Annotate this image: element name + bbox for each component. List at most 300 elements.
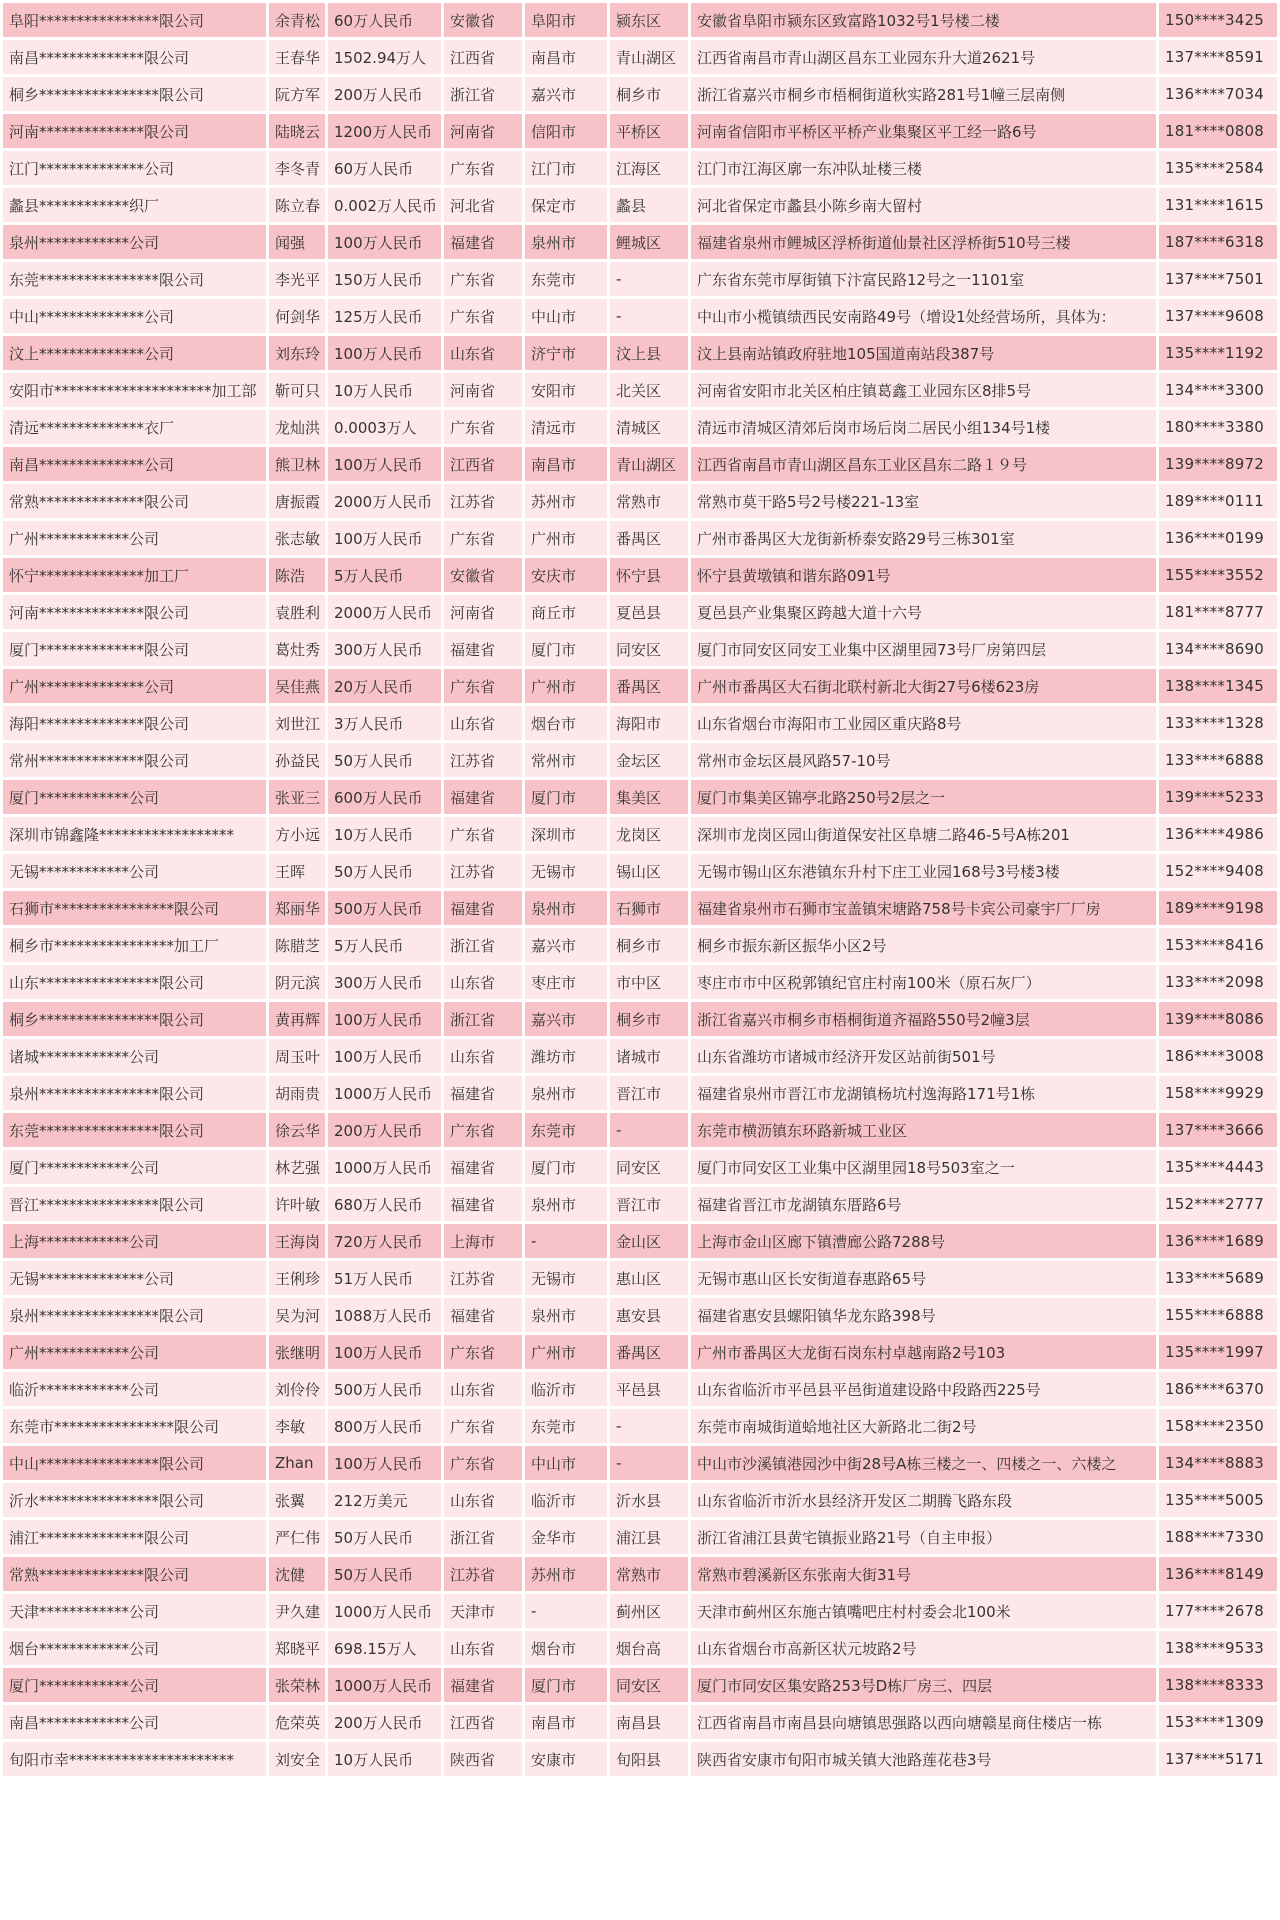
legal-person-cell: 张翼 xyxy=(269,1483,325,1517)
city-cell: 广州市 xyxy=(525,521,607,555)
company-name-cell: 南昌**************公司 xyxy=(3,447,266,481)
table-row xyxy=(3,1409,1277,1443)
registered-capital-cell: 100万人民币 xyxy=(328,1446,441,1480)
registered-capital-cell: 0.002万人民币 xyxy=(328,188,441,222)
district-cell: 蠡县 xyxy=(610,188,688,222)
phone-cell: 135****1997 xyxy=(1159,1335,1277,1369)
district-cell: - xyxy=(610,299,688,333)
district-cell: 汶上县 xyxy=(610,336,688,370)
company-name-cell: 汶上**************公司 xyxy=(3,336,266,370)
legal-person-cell: 刘伶伶 xyxy=(269,1372,325,1406)
province-cell: 山东省 xyxy=(444,1372,522,1406)
table-row xyxy=(3,780,1277,814)
table-row xyxy=(3,225,1277,259)
registered-capital-cell: 2000万人民币 xyxy=(328,595,441,629)
table-row xyxy=(3,1520,1277,1554)
address-cell: 广州市番禺区大龙街石岗东村卓越南路2号103 xyxy=(691,1335,1156,1369)
phone-cell: 135****1192 xyxy=(1159,336,1277,370)
phone-cell: 136****7034 xyxy=(1159,77,1277,111)
table-row xyxy=(3,1187,1277,1221)
registered-capital-cell: 300万人民币 xyxy=(328,965,441,999)
district-cell: 常熟市 xyxy=(610,484,688,518)
table-row xyxy=(3,891,1277,925)
district-cell: - xyxy=(610,1409,688,1443)
company-name-cell: 厦门************公司 xyxy=(3,1668,266,1702)
district-cell: 南昌县 xyxy=(610,1705,688,1739)
province-cell: 山东省 xyxy=(444,1631,522,1665)
district-cell: 烟台高 xyxy=(610,1631,688,1665)
city-cell: 潍坊市 xyxy=(525,1039,607,1073)
province-cell: 浙江省 xyxy=(444,1002,522,1036)
legal-person-cell: 袁胜利 xyxy=(269,595,325,629)
registered-capital-cell: 2000万人民币 xyxy=(328,484,441,518)
legal-person-cell: 刘世江 xyxy=(269,706,325,740)
table-row xyxy=(3,558,1277,592)
legal-person-cell: 张志敏 xyxy=(269,521,325,555)
table-row xyxy=(3,336,1277,370)
district-cell: 番禺区 xyxy=(610,521,688,555)
legal-person-cell: 方小远 xyxy=(269,817,325,851)
legal-person-cell: 陈腊芝 xyxy=(269,928,325,962)
province-cell: 浙江省 xyxy=(444,1520,522,1554)
district-cell: 青山湖区 xyxy=(610,447,688,481)
province-cell: 福建省 xyxy=(444,632,522,666)
city-cell: 枣庄市 xyxy=(525,965,607,999)
phone-cell: 181****8777 xyxy=(1159,595,1277,629)
table-row xyxy=(3,1594,1277,1628)
table-row xyxy=(3,1557,1277,1591)
phone-cell: 136****4986 xyxy=(1159,817,1277,851)
phone-cell: 139****8086 xyxy=(1159,1002,1277,1036)
table-row xyxy=(3,151,1277,185)
table-row xyxy=(3,484,1277,518)
registered-capital-cell: 212万美元 xyxy=(328,1483,441,1517)
district-cell: 金山区 xyxy=(610,1224,688,1258)
address-cell: 无锡市惠山区长安街道春惠路65号 xyxy=(691,1261,1156,1295)
company-name-cell: 南昌**************限公司 xyxy=(3,40,266,74)
registered-capital-cell: 60万人民币 xyxy=(328,3,441,37)
legal-person-cell: 陈立春 xyxy=(269,188,325,222)
province-cell: 安徽省 xyxy=(444,3,522,37)
company-name-cell: 怀宁**************加工厂 xyxy=(3,558,266,592)
phone-cell: 188****7330 xyxy=(1159,1520,1277,1554)
phone-cell: 133****2098 xyxy=(1159,965,1277,999)
city-cell: 临沂市 xyxy=(525,1483,607,1517)
table-row xyxy=(3,373,1277,407)
phone-cell: 134****8690 xyxy=(1159,632,1277,666)
province-cell: 江苏省 xyxy=(444,854,522,888)
city-cell: 苏州市 xyxy=(525,1557,607,1591)
city-cell: 安阳市 xyxy=(525,373,607,407)
legal-person-cell: 胡雨贵 xyxy=(269,1076,325,1110)
province-cell: 广东省 xyxy=(444,817,522,851)
district-cell: 惠山区 xyxy=(610,1261,688,1295)
legal-person-cell: 王春华 xyxy=(269,40,325,74)
company-name-cell: 河南**************限公司 xyxy=(3,595,266,629)
company-name-cell: 沂水****************限公司 xyxy=(3,1483,266,1517)
city-cell: 泉州市 xyxy=(525,891,607,925)
city-cell: 东莞市 xyxy=(525,1409,607,1443)
city-cell: 安康市 xyxy=(525,1742,607,1776)
city-cell: 烟台市 xyxy=(525,706,607,740)
table-row xyxy=(3,1705,1277,1739)
table-row xyxy=(3,854,1277,888)
registered-capital-cell: 100万人民币 xyxy=(328,336,441,370)
table-row xyxy=(3,632,1277,666)
phone-cell: 158****9929 xyxy=(1159,1076,1277,1110)
legal-person-cell: 李敏 xyxy=(269,1409,325,1443)
city-cell: - xyxy=(525,1594,607,1628)
company-name-cell: 东莞****************限公司 xyxy=(3,1113,266,1147)
registered-capital-cell: 680万人民币 xyxy=(328,1187,441,1221)
table-row xyxy=(3,1039,1277,1073)
city-cell: 嘉兴市 xyxy=(525,928,607,962)
company-name-cell: 东莞市****************限公司 xyxy=(3,1409,266,1443)
address-cell: 江西省南昌市青山湖区昌东工业园东升大道2621号 xyxy=(691,40,1156,74)
table-row xyxy=(3,1631,1277,1665)
table-row xyxy=(3,1002,1277,1036)
province-cell: 福建省 xyxy=(444,780,522,814)
legal-person-cell: 徐云华 xyxy=(269,1113,325,1147)
registered-capital-cell: 100万人民币 xyxy=(328,521,441,555)
province-cell: 广东省 xyxy=(444,1335,522,1369)
company-name-cell: 桐乡****************限公司 xyxy=(3,1002,266,1036)
province-cell: 江苏省 xyxy=(444,1557,522,1591)
phone-cell: 186****3008 xyxy=(1159,1039,1277,1073)
city-cell: 南昌市 xyxy=(525,40,607,74)
district-cell: 旬阳县 xyxy=(610,1742,688,1776)
legal-person-cell: 严仁伟 xyxy=(269,1520,325,1554)
legal-person-cell: 刘安全 xyxy=(269,1742,325,1776)
company-name-cell: 天津************公司 xyxy=(3,1594,266,1628)
city-cell: 商丘市 xyxy=(525,595,607,629)
city-cell: 中山市 xyxy=(525,1446,607,1480)
address-cell: 厦门市同安区工业集中区湖里园18号503室之一 xyxy=(691,1150,1156,1184)
province-cell: 江西省 xyxy=(444,447,522,481)
district-cell: 集美区 xyxy=(610,780,688,814)
district-cell: - xyxy=(610,1113,688,1147)
city-cell: 清远市 xyxy=(525,410,607,444)
registered-capital-cell: 50万人民币 xyxy=(328,743,441,777)
phone-cell: 137****5171 xyxy=(1159,1742,1277,1776)
legal-person-cell: 熊卫林 xyxy=(269,447,325,481)
district-cell: 常熟市 xyxy=(610,1557,688,1591)
city-cell: 金华市 xyxy=(525,1520,607,1554)
district-cell: 夏邑县 xyxy=(610,595,688,629)
address-cell: 河南省安阳市北关区柏庄镇葛鑫工业园东区8排5号 xyxy=(691,373,1156,407)
address-cell: 浙江省嘉兴市桐乡市梧桐街道齐福路550号2幢3层 xyxy=(691,1002,1156,1036)
province-cell: 福建省 xyxy=(444,1298,522,1332)
phone-cell: 153****1309 xyxy=(1159,1705,1277,1739)
province-cell: 山东省 xyxy=(444,1039,522,1073)
phone-cell: 139****8972 xyxy=(1159,447,1277,481)
province-cell: 山东省 xyxy=(444,706,522,740)
legal-person-cell: 葛灶秀 xyxy=(269,632,325,666)
phone-cell: 189****0111 xyxy=(1159,484,1277,518)
table-row xyxy=(3,1372,1277,1406)
table-row xyxy=(3,521,1277,555)
registered-capital-cell: 50万人民币 xyxy=(328,1557,441,1591)
phone-cell: 187****6318 xyxy=(1159,225,1277,259)
registered-capital-cell: 100万人民币 xyxy=(328,1002,441,1036)
registered-capital-cell: 3万人民币 xyxy=(328,706,441,740)
phone-cell: 137****3666 xyxy=(1159,1113,1277,1147)
legal-person-cell: 阮方军 xyxy=(269,77,325,111)
legal-person-cell: 陈浩 xyxy=(269,558,325,592)
legal-person-cell: 闻强 xyxy=(269,225,325,259)
legal-person-cell: 许叶敏 xyxy=(269,1187,325,1221)
district-cell: 沂水县 xyxy=(610,1483,688,1517)
phone-cell: 134****3300 xyxy=(1159,373,1277,407)
district-cell: 桐乡市 xyxy=(610,928,688,962)
district-cell: 同安区 xyxy=(610,1668,688,1702)
legal-person-cell: 张荣林 xyxy=(269,1668,325,1702)
district-cell: 晋江市 xyxy=(610,1187,688,1221)
city-cell: 泉州市 xyxy=(525,1076,607,1110)
city-cell: 烟台市 xyxy=(525,1631,607,1665)
district-cell: 石狮市 xyxy=(610,891,688,925)
legal-person-cell: 尹久建 xyxy=(269,1594,325,1628)
address-cell: 山东省烟台市高新区状元坡路2号 xyxy=(691,1631,1156,1665)
registered-capital-cell: 5万人民币 xyxy=(328,558,441,592)
province-cell: 福建省 xyxy=(444,1150,522,1184)
company-name-cell: 泉州************公司 xyxy=(3,225,266,259)
company-name-cell: 广州************公司 xyxy=(3,1335,266,1369)
district-cell: 晋江市 xyxy=(610,1076,688,1110)
company-name-cell: 河南**************限公司 xyxy=(3,114,266,148)
legal-person-cell: 刘东玲 xyxy=(269,336,325,370)
city-cell: 嘉兴市 xyxy=(525,1002,607,1036)
legal-person-cell: 王俐珍 xyxy=(269,1261,325,1295)
company-name-cell: 上海************公司 xyxy=(3,1224,266,1258)
legal-person-cell: 孙益民 xyxy=(269,743,325,777)
registered-capital-cell: 1000万人民币 xyxy=(328,1076,441,1110)
address-cell: 福建省晋江市龙湖镇东厝路6号 xyxy=(691,1187,1156,1221)
address-cell: 山东省烟台市海阳市工业园区重庆路8号 xyxy=(691,706,1156,740)
province-cell: 江苏省 xyxy=(444,1261,522,1295)
phone-cell: 181****0808 xyxy=(1159,114,1277,148)
legal-person-cell: 危荣英 xyxy=(269,1705,325,1739)
legal-person-cell: 张继明 xyxy=(269,1335,325,1369)
province-cell: 浙江省 xyxy=(444,928,522,962)
city-cell: 广州市 xyxy=(525,1335,607,1369)
registered-capital-cell: 1502.94万人 xyxy=(328,40,441,74)
city-cell: 厦门市 xyxy=(525,1150,607,1184)
legal-person-cell: 李光平 xyxy=(269,262,325,296)
registered-capital-cell: 500万人民币 xyxy=(328,1372,441,1406)
legal-person-cell: 龙灿洪 xyxy=(269,410,325,444)
city-cell: - xyxy=(525,1224,607,1258)
district-cell: 浦江县 xyxy=(610,1520,688,1554)
province-cell: 广东省 xyxy=(444,410,522,444)
district-cell: 同安区 xyxy=(610,1150,688,1184)
phone-cell: 158****2350 xyxy=(1159,1409,1277,1443)
province-cell: 浙江省 xyxy=(444,77,522,111)
registered-capital-cell: 800万人民币 xyxy=(328,1409,441,1443)
city-cell: 南昌市 xyxy=(525,447,607,481)
address-cell: 中山市小榄镇绩西民安南路49号（增设1处经营场所，具体为： xyxy=(691,299,1156,333)
district-cell: 鲤城区 xyxy=(610,225,688,259)
company-name-cell: 阜阳****************限公司 xyxy=(3,3,266,37)
phone-cell: 137****7501 xyxy=(1159,262,1277,296)
company-name-cell: 临沂************公司 xyxy=(3,1372,266,1406)
district-cell: 颍东区 xyxy=(610,3,688,37)
district-cell: 锡山区 xyxy=(610,854,688,888)
district-cell: 番禺区 xyxy=(610,669,688,703)
registered-capital-cell: 100万人民币 xyxy=(328,225,441,259)
phone-cell: 136****0199 xyxy=(1159,521,1277,555)
registered-capital-cell: 1000万人民币 xyxy=(328,1668,441,1702)
company-name-cell: 中山**************公司 xyxy=(3,299,266,333)
address-cell: 常熟市碧溪新区东张南大街31号 xyxy=(691,1557,1156,1591)
table-row xyxy=(3,1483,1277,1517)
company-name-cell: 安阳市*********************加工部 xyxy=(3,373,266,407)
table-row xyxy=(3,1335,1277,1369)
registered-capital-cell: 0.0003万人 xyxy=(328,410,441,444)
city-cell: 保定市 xyxy=(525,188,607,222)
address-cell: 夏邑县产业集聚区跨越大道十六号 xyxy=(691,595,1156,629)
company-name-cell: 泉州****************限公司 xyxy=(3,1076,266,1110)
registered-capital-cell: 500万人民币 xyxy=(328,891,441,925)
province-cell: 广东省 xyxy=(444,521,522,555)
company-name-cell: 无锡**************公司 xyxy=(3,1261,266,1295)
legal-person-cell: 黄再辉 xyxy=(269,1002,325,1036)
city-cell: 深圳市 xyxy=(525,817,607,851)
province-cell: 广东省 xyxy=(444,299,522,333)
registered-capital-cell: 150万人民币 xyxy=(328,262,441,296)
city-cell: 安庆市 xyxy=(525,558,607,592)
table-row xyxy=(3,410,1277,444)
phone-cell: 131****1615 xyxy=(1159,188,1277,222)
registered-capital-cell: 51万人民币 xyxy=(328,1261,441,1295)
legal-person-cell: 郑丽华 xyxy=(269,891,325,925)
address-cell: 广东省东莞市厚街镇下汴富民路12号之一1101室 xyxy=(691,262,1156,296)
registered-capital-cell: 20万人民币 xyxy=(328,669,441,703)
province-cell: 山东省 xyxy=(444,336,522,370)
address-cell: 山东省临沂市平邑县平邑街道建设路中段路西225号 xyxy=(691,1372,1156,1406)
legal-person-cell: 周玉叶 xyxy=(269,1039,325,1073)
phone-cell: 150****3425 xyxy=(1159,3,1277,37)
address-cell: 福建省泉州市鲤城区浮桥街道仙景社区浮桥街510号三楼 xyxy=(691,225,1156,259)
phone-cell: 137****8591 xyxy=(1159,40,1277,74)
province-cell: 广东省 xyxy=(444,669,522,703)
province-cell: 天津市 xyxy=(444,1594,522,1628)
city-cell: 济宁市 xyxy=(525,336,607,370)
company-name-cell: 东莞****************限公司 xyxy=(3,262,266,296)
address-cell: 河南省信阳市平桥区平桥产业集聚区平工经一路6号 xyxy=(691,114,1156,148)
phone-cell: 136****1689 xyxy=(1159,1224,1277,1258)
legal-person-cell: 阴元滨 xyxy=(269,965,325,999)
legal-person-cell: 何剑华 xyxy=(269,299,325,333)
address-cell: 江西省南昌市青山湖区昌东工业区昌东二路１９号 xyxy=(691,447,1156,481)
district-cell: 诸城市 xyxy=(610,1039,688,1073)
city-cell: 临沂市 xyxy=(525,1372,607,1406)
company-name-cell: 泉州****************限公司 xyxy=(3,1298,266,1332)
city-cell: 泉州市 xyxy=(525,1298,607,1332)
district-cell: - xyxy=(610,262,688,296)
company-name-cell: 广州************公司 xyxy=(3,521,266,555)
address-cell: 深圳市龙岗区园山街道保安社区阜塘二路46-5号A栋201 xyxy=(691,817,1156,851)
address-cell: 福建省惠安县螺阳镇华龙东路398号 xyxy=(691,1298,1156,1332)
table-row xyxy=(3,299,1277,333)
district-cell: 龙岗区 xyxy=(610,817,688,851)
district-cell: 同安区 xyxy=(610,632,688,666)
province-cell: 福建省 xyxy=(444,891,522,925)
address-cell: 常熟市莫干路5号2号楼221-13室 xyxy=(691,484,1156,518)
company-name-cell: 桐乡****************限公司 xyxy=(3,77,266,111)
phone-cell: 186****6370 xyxy=(1159,1372,1277,1406)
company-name-cell: 浦江**************限公司 xyxy=(3,1520,266,1554)
phone-cell: 189****9198 xyxy=(1159,891,1277,925)
phone-cell: 133****6888 xyxy=(1159,743,1277,777)
address-cell: 江西省南昌市南昌县向塘镇思强路以西向塘赣星商住楼店一栋 xyxy=(691,1705,1156,1739)
company-name-cell: 诸城************公司 xyxy=(3,1039,266,1073)
legal-person-cell: 陆晓云 xyxy=(269,114,325,148)
province-cell: 陕西省 xyxy=(444,1742,522,1776)
registered-capital-cell: 200万人民币 xyxy=(328,1705,441,1739)
address-cell: 清远市清城区清郊后岗市场后岗二居民小组134号1楼 xyxy=(691,410,1156,444)
registered-capital-cell: 1088万人民币 xyxy=(328,1298,441,1332)
legal-person-cell: 吴为河 xyxy=(269,1298,325,1332)
city-cell: 广州市 xyxy=(525,669,607,703)
table-row xyxy=(3,817,1277,851)
district-cell: 北关区 xyxy=(610,373,688,407)
city-cell: 南昌市 xyxy=(525,1705,607,1739)
registered-capital-cell: 1000万人民币 xyxy=(328,1150,441,1184)
phone-cell: 135****2584 xyxy=(1159,151,1277,185)
legal-person-cell: 唐振霞 xyxy=(269,484,325,518)
phone-cell: 177****2678 xyxy=(1159,1594,1277,1628)
province-cell: 福建省 xyxy=(444,1187,522,1221)
table-row xyxy=(3,743,1277,777)
address-cell: 山东省潍坊市诸城市经济开发区站前街501号 xyxy=(691,1039,1156,1073)
table-row xyxy=(3,262,1277,296)
address-cell: 怀宁县黄墩镇和谐东路091号 xyxy=(691,558,1156,592)
phone-cell: 139****5233 xyxy=(1159,780,1277,814)
province-cell: 广东省 xyxy=(444,151,522,185)
company-name-cell: 烟台************公司 xyxy=(3,1631,266,1665)
address-cell: 山东省临沂市沂水县经济开发区二期腾飞路东段 xyxy=(691,1483,1156,1517)
phone-cell: 133****1328 xyxy=(1159,706,1277,740)
district-cell: 平邑县 xyxy=(610,1372,688,1406)
city-cell: 厦门市 xyxy=(525,632,607,666)
table-row xyxy=(3,706,1277,740)
phone-cell: 135****4443 xyxy=(1159,1150,1277,1184)
phone-cell: 153****8416 xyxy=(1159,928,1277,962)
province-cell: 广东省 xyxy=(444,1446,522,1480)
table-row xyxy=(3,188,1277,222)
address-cell: 福建省泉州市晋江市龙湖镇杨坑村逸海路171号1栋 xyxy=(691,1076,1156,1110)
address-cell: 广州市番禺区大石街北联村新北大街27号6楼623房 xyxy=(691,669,1156,703)
table-row xyxy=(3,1150,1277,1184)
company-name-cell: 晋江****************限公司 xyxy=(3,1187,266,1221)
phone-cell: 133****5689 xyxy=(1159,1261,1277,1295)
city-cell: 阜阳市 xyxy=(525,3,607,37)
address-cell: 厦门市集美区锦亭北路250号2层之一 xyxy=(691,780,1156,814)
legal-person-cell: 王海岗 xyxy=(269,1224,325,1258)
province-cell: 上海市 xyxy=(444,1224,522,1258)
address-cell: 江门市江海区廓一东冲队址楼三楼 xyxy=(691,151,1156,185)
company-name-cell: 厦门**************限公司 xyxy=(3,632,266,666)
table-row xyxy=(3,928,1277,962)
legal-person-cell: 林艺强 xyxy=(269,1150,325,1184)
legal-person-cell: 郑晓平 xyxy=(269,1631,325,1665)
city-cell: 苏州市 xyxy=(525,484,607,518)
address-cell: 东莞市南城街道蛤地社区大新路北二街2号 xyxy=(691,1409,1156,1443)
district-cell: 清城区 xyxy=(610,410,688,444)
city-cell: 厦门市 xyxy=(525,780,607,814)
company-name-cell: 广州**************公司 xyxy=(3,669,266,703)
